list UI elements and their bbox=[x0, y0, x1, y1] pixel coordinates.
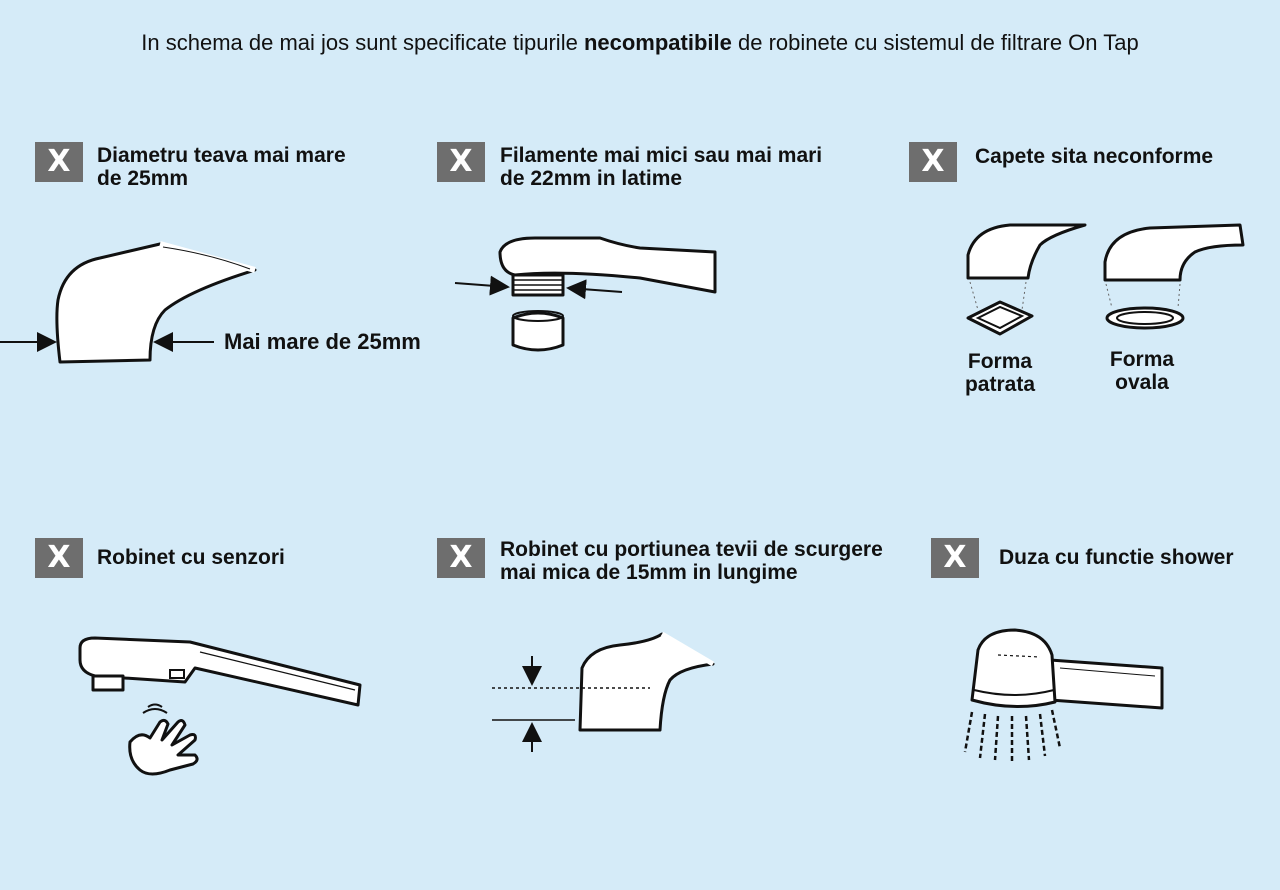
incompatible-x-icon: X bbox=[909, 142, 957, 182]
sub-line: ovala bbox=[1115, 371, 1169, 394]
sub-line: Forma bbox=[967, 350, 1033, 373]
shower-nozzle-illustration bbox=[965, 630, 1162, 762]
incompatible-x-icon: X bbox=[437, 538, 485, 578]
title-line: Capete sita neconforme bbox=[975, 145, 1214, 168]
sub-line: Forma bbox=[1109, 348, 1175, 371]
page-title-bold: necompatibile bbox=[583, 30, 732, 55]
title-line: de 22mm in latime bbox=[500, 167, 683, 190]
title-line: mai mica de 15mm in lungime bbox=[500, 561, 798, 584]
title-line: Filamente mai mici sau mai mari bbox=[500, 144, 823, 167]
page-title-after: de robinete cu sistemul de filtrare On Tap bbox=[738, 30, 1139, 55]
sensor-faucet-illustration bbox=[80, 638, 360, 774]
page-title-before: In schema de mai jos sunt specificate tipurile bbox=[141, 30, 578, 55]
incompatible-x-icon: X bbox=[35, 538, 83, 578]
thick-spout-illustration bbox=[0, 244, 255, 362]
title-line: de 25mm bbox=[97, 167, 189, 190]
sub-line: patrata bbox=[964, 373, 1036, 396]
incompatible-x-icon: X bbox=[35, 142, 83, 182]
short-spout-illustration bbox=[492, 634, 713, 752]
screen-heads-illustration bbox=[968, 225, 1243, 334]
title-line: Robinet cu senzori bbox=[97, 546, 285, 569]
aerator-thread-illustration bbox=[455, 238, 715, 350]
title-line: Duza cu functie shower bbox=[999, 546, 1234, 569]
incompatible-x-icon: X bbox=[931, 538, 979, 578]
incompatible-x-icon: X bbox=[437, 142, 485, 182]
title-line: Robinet cu portiunea tevii de scurgere bbox=[500, 538, 883, 561]
diameter-callout: Mai mare de 25mm bbox=[224, 329, 421, 354]
title-line: Diametru teava mai mare bbox=[97, 144, 346, 167]
